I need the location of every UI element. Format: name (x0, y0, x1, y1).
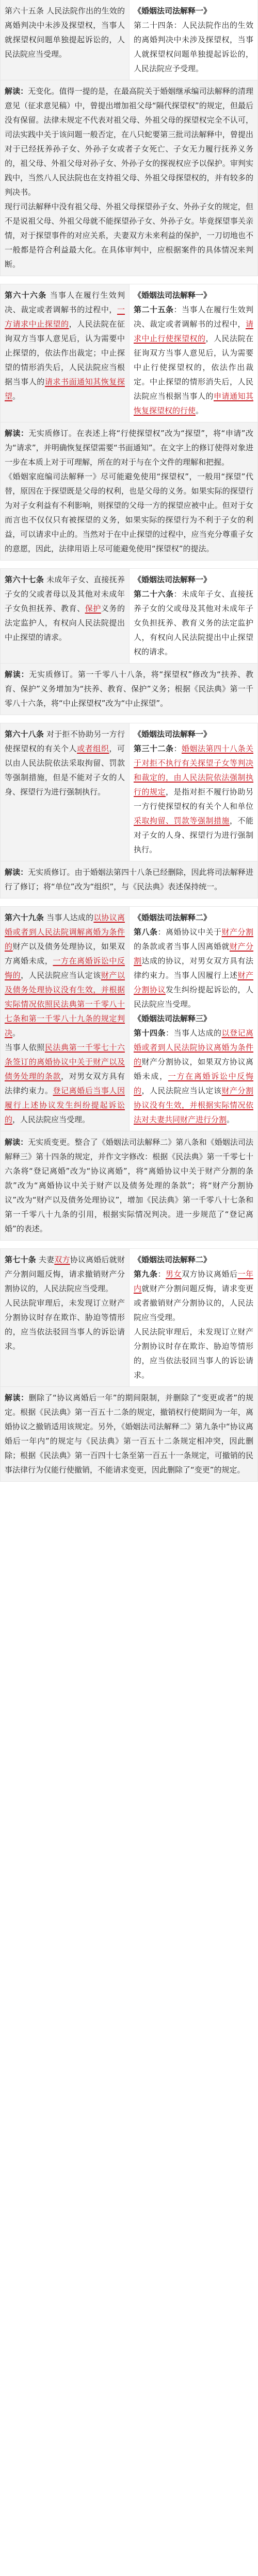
highlighted-change: 请求书面通知其恢复探望 (5, 377, 125, 401)
provision-text: ，人民法院应当认定该 (21, 971, 101, 980)
explanation-para (5, 865, 253, 894)
provision-text: 财产以及债务处理协议，如果双方离婚未成， (5, 942, 125, 965)
provision-text: 人民法院审理后，未发现订立财产分割协议时存在欺诈、胁迫等情形的，应当依法驳回当事人的诉讼请求。 (134, 1327, 253, 1380)
provision-para (5, 1296, 125, 1353)
comparison-row-art70 (0, 1249, 258, 1387)
explanation-text: 删除了“协议离婚后一年”的期间限制，并删除了“变更或者”的规定。根据《民法典》第一百五十二条的规定，撤销权行使期间为一年，离婚协议之撤销适用该规定。另外，《婚姻法司法解释二》第九条中“协议离婚后一年内”的规定与《民法典》第一百五十二条规定相冲突，因此删除；根据《民法典》第一百四十七条至第一百五十一条规定，可撤销的民事法律行为仅能行使撤销，不能请求变更，因此删除了“变更”的规定。 (5, 1393, 253, 1475)
divider (0, 276, 258, 284)
provision-text: 。 (196, 406, 204, 415)
highlighted-change: 以登记离婚或者到人民法院协议离婚为条件的 (134, 1028, 253, 1066)
provision-text: 就财产分割问题反悔，请求变更或者撤销财产分割协议的，人民法院应当受理。 (134, 1284, 253, 1322)
provision-text: 财产分割协议，如果双方协议离婚未成， (134, 1057, 253, 1081)
provision-text: 。 (227, 1115, 235, 1124)
highlighted-change: 以协议离婚或者到人民法院调解离婚为条件的 (5, 913, 125, 951)
explanation-para (5, 1391, 253, 1477)
explanation-label: 解读： (5, 868, 28, 877)
highlighted-change: 民法典第一千零七十六条签订的离婚协议中关于财产以及债务处理的条款 (5, 1043, 125, 1081)
highlighted-change: 财产分割 (221, 927, 253, 937)
new-provision-cell (0, 1248, 130, 1387)
provision-text: ，人民法院应当认定该 (141, 1086, 222, 1095)
highlighted-change: 登记离婚后当事人因履行上述协议发生纠纷提起诉讼的 (5, 1086, 125, 1124)
article-number: 第九条 (134, 1269, 158, 1279)
source-heading: 《婚姻法司法解释一》 (134, 730, 212, 739)
highlighted-change: 财产分割 (134, 942, 253, 965)
explanation-label: 解读： (5, 670, 29, 679)
article-number: 第六十七条 (5, 575, 44, 584)
highlighted-change: 双方 (54, 1255, 70, 1264)
explanation-block (0, 861, 258, 899)
highlighted-change: 财产分割协议没有生效，并根据实际情况依法对夫妻共同财产进行分割 (134, 1086, 253, 1124)
source-heading: 《婚姻法司法解释一》 (134, 6, 212, 15)
highlighted-change: 一方在离婚诉讼中反悔的 (134, 1072, 253, 1095)
old-provision-cell (129, 284, 258, 422)
divider (0, 1241, 258, 1249)
new-provision-cell (0, 0, 130, 80)
provision-text: 第二十四条：人民法院作出的生效的离婚判决中未涉及探望权，当事人就探望权问题单独提起诉讼的，人民法院应予受理。 (134, 21, 253, 73)
highlighted-change: 婚姻法第四十八条关于对拒不执行有关探望子女等判决和裁定的，由人民法院依法强制执行的规定 (134, 744, 253, 796)
highlighted-change: 一年内 (134, 1269, 253, 1293)
provision-text: 对于拒不协助另一方行使探望权的有关个人 (5, 730, 125, 753)
comparison-row-art69 (0, 907, 258, 1131)
new-provision-cell (0, 568, 130, 664)
provision-text: 协议离婚后就财产分割问题反悔，请求撤销财产分割协议的，人民法院应当受理。 (5, 1255, 125, 1293)
explanation-text: 现行司法解释中没有祖父母、外祖父母探望孙子女、外孙子女的规定，但不是说祖父母、外祖父母就不能探望孙子女、外孙子女。毕竟探望事关亲情，对于探望事件的对应关系，夫妻双方未来利益的保护，一刀切地也不一般都是符合利益最大化。在具体审判中，应根据案件的具体情况来判断。 (5, 202, 253, 269)
comparison-row-art68 (0, 723, 258, 861)
provision-text: ：当事人在履行生效判决、裁定或者调解书的过程中， (134, 305, 253, 329)
provision-text: 发生纠纷提起诉讼的，人民法院应当受理。 (134, 985, 253, 1009)
explanation-para (5, 1135, 253, 1236)
provision-text: 。 (12, 392, 21, 401)
explanation-block (0, 1386, 258, 1482)
article-number: 第六十六条 (5, 291, 47, 300)
explanation-para (5, 199, 253, 272)
explanation-para (5, 84, 253, 199)
provision-text: ： (173, 744, 182, 753)
new-provision-cell (0, 284, 130, 422)
provision-text: 双方协议离婚后 (181, 1269, 238, 1279)
provision-text: 达成的协议，对男女双方具有法律约束力。当事人因履行上述 (134, 956, 253, 980)
source-heading: 《婚姻法司法解释二》 (134, 1255, 212, 1264)
provision-text: ，是指对拒不履行协助另一方行使探望权的有关个人和单位 (134, 787, 253, 811)
highlighted-change: 财产分割协议 (134, 971, 253, 994)
explanation-label: 解读： (5, 1138, 28, 1147)
provision-text: ，人民法院在征询双方当事人意见后，认为需要中止探望的，依法作出裁定；中止探望的情形消失后，人民法院应当根据当事人的 (5, 319, 125, 386)
provision-text: 当事人在履行生效判决、裁定或者调解书的过程中， (5, 291, 125, 314)
provision-text: ，可以由人民法院依法采取拘留、罚款等强制措施，但是不能对子女的人身、探望行为进行强制执行。 (5, 744, 125, 796)
old-provision-cell (129, 723, 258, 861)
divider (0, 899, 258, 907)
provision-text: ：离婚协议中关于 (157, 927, 222, 937)
explanation-block (0, 422, 258, 561)
provision-text: 当事人达成的 (44, 913, 94, 922)
source-heading: 《婚姻法司法解释二》 (134, 913, 212, 922)
highlighted-change: 或者组织 (77, 744, 109, 753)
highlighted-change: 采取拘留、罚款等强制措施 (134, 816, 230, 825)
provision-para (134, 925, 253, 1011)
explanation-text: 无实质变更。整合了《婚姻法司法解释二》第八条和《婚姻法司法解释三》第十四条的规定，并作文字修改：根据《民法典》第一千零七十六条将“登记离婚”改为“协议离婚”，将“离婚协议中关于财产分割的条款”改为“离婚协议中关于财产以及债务处理的条款”；将“财产分割协议”改为“财产以及债务处理协议”，增加《民法典》第一千零八十七条和第一千零八十九条的引用，根据实际情况判决。进一步规范了“登记离婚”的表述。 (5, 1138, 253, 1233)
explanation-label: 解读： (5, 87, 28, 96)
article-number: 第十四条 (134, 1028, 166, 1038)
explanation-block (0, 1131, 258, 1241)
article-number: 第六十九条 (5, 913, 44, 922)
article-number: 第二十五条 (134, 305, 174, 314)
explanation-text: 无实质修订。在表述上将“行使探望权”改为“探望”，将“申请”改为“请求”，并明确恢复探望需要“书面通知”。在文字上的修订使得对象进一步在本质上对于可理解，所在的对于与在个文件的理解和把握。 (5, 429, 253, 467)
provision-text: ，人民法院应当受理。 (12, 1115, 90, 1124)
source-heading: 《婚姻法司法解释一》 (134, 291, 212, 300)
provision-text: ，人民法院在征询双方当事人意见后，认为需要中止行使探望权的，依法作出裁定。中止探望的情形消失后，人民法院应当根据当事人的 (134, 334, 253, 401)
provision-para (5, 910, 125, 1040)
highlighted-change: 一方请求中止探望的 (5, 305, 125, 329)
explanation-para (5, 469, 253, 556)
provision-para (5, 1040, 125, 1127)
explanation-text: 无实质修订。由于婚姻法第四十八条已经删除，因此将司法解释进行了修订；将“单位”改为“组织”，与《民法典》表述保持统一。 (5, 868, 253, 891)
provision-text: ，不能对子女的人身、探望行为进行强制执行。 (134, 816, 253, 854)
explanation-label: 解读： (5, 1393, 29, 1402)
provision-text: 第六十五条 人民法院作出的生效的离婚判决中未涉及探望权，当事人就探望权问题单独提起诉讼的，人民法院应当受理。 (5, 6, 125, 59)
comparison-row-art67 (0, 569, 258, 664)
explanation-block (0, 663, 258, 715)
highlighted-change: 财产以及债务处理协议没有生效，并根据实际情况依照民法典第一千零八十七条和第一千零八十九条的规定判决 (5, 971, 125, 1038)
old-provision-cell (129, 1248, 258, 1387)
provision-text: 未成年子女、直接抚养子女的父或者母以及其他对未成年子女负担抚养、教育、 (5, 575, 125, 613)
article-number: 第三十二条 (134, 744, 174, 753)
provision-text: ：未成年子女、直接抚养子女的父或母及其他对未成年子女负担抚养、教育义务的法定监护人，有权向人民法院提出中止探望权的请求。 (134, 589, 253, 656)
provision-para (134, 1267, 253, 1325)
provision-para (5, 1252, 125, 1296)
highlighted-change: 一方在离婚诉讼中反悔的 (5, 956, 125, 980)
highlighted-change: 保护 (85, 604, 101, 613)
old-provision-cell (129, 0, 258, 80)
provision-text: ：当事人达成的 (166, 1028, 222, 1038)
source-heading: 《婚姻法司法解释三》 (134, 1014, 212, 1023)
article-number: 第六十八条 (5, 730, 44, 739)
highlighted-change: 请求中止行使探望权的 (134, 319, 253, 343)
explanation-para (5, 426, 253, 469)
explanation-label: 解读： (5, 429, 29, 438)
new-provision-cell (0, 723, 130, 861)
new-provision-cell (0, 906, 130, 1131)
old-provision-cell (129, 568, 258, 664)
provision-para (134, 1325, 253, 1382)
explanation-block (0, 80, 258, 276)
article-number: 第七十条 (5, 1255, 36, 1264)
provision-para (134, 1026, 253, 1127)
article-number: 第二十六条 (134, 589, 174, 599)
highlighted-change: 申请通知其恢复探望权的行使 (134, 392, 253, 415)
article-number: 第八条 (134, 927, 158, 937)
comparison-row-art65 (0, 0, 258, 80)
explanation-text: 无变化。值得一提的是，在最高院关于婚姻继承编司法解释的清理意见（征求意见稿）中，曾提出增加祖父母“隔代探望权”的规定，但最后没有保留。法律未规定不代表对祖父母、外祖父母的探望权完全不认可，司法实践中关于该问题一般否定，在八只蛇要第三批司法解释中，曾提出对于已经抚养孙子女、外孙子女或者子女死亡、子女无力履行抚养义务的，祖父母、外祖父母对孙子女、外孙子女的探视权应予以保护。审判实践中，当然八人民法院也在支持祖父母、外祖父母探望权的，并有较多的判决书。 (5, 87, 253, 197)
source-heading: 《婚姻法司法解释一》 (134, 575, 212, 584)
old-provision-cell (129, 906, 258, 1131)
provision-text: 当事人依照 (5, 1043, 45, 1052)
comparison-row-art66 (0, 284, 258, 422)
provision-text: 义务的法定监护人，有权向人民法院提出中止探望的请求。 (5, 604, 125, 642)
divider (0, 715, 258, 723)
provision-text: 的条款或者当事人因离婚就 (134, 942, 230, 951)
provision-text: 夫妻 (36, 1255, 55, 1264)
divider (0, 561, 258, 569)
explanation-text: 无实质修订。第一千零八十八条，将“探望权”修改为“扶养、教育、保护”义务增加为“扶养、教育、保护”义务；根据《民法典》第一千零八十六条，将“中止探望权”改为“中止探望”。 (5, 670, 253, 708)
highlighted-change: 男女 (165, 1269, 182, 1279)
provision-text: 人民法院审理后，未发现订立财产分割协议时存在欺诈、胁迫等情形的，应当依法驳回当事人的诉讼请求。 (5, 1298, 125, 1351)
provision-text: ： (157, 1269, 166, 1279)
explanation-text: 《婚姻家庭编司法解释一》尽可能避免使用“探望权”，一般用“探望”代替，原因在于探望既是父母的权利，也是父母的义务。如果实际的探望行为对子女利益有不利影响，则探望的父母一方的探望应被中止。但对于女而言也不仅仅只有被探望的义务，如果实际的探望行为不利于子女的利益，可以请求中止的。当然对于在中止探望的过程中，应当充分尊重子女的意愿，因此，法律用语上尽可能避免使用“探望权”的提法。 (5, 472, 253, 553)
provision-text: ，对男女双方具有法律约束力。 (5, 1072, 125, 1095)
provision-text: 。 (12, 1028, 21, 1038)
explanation-para (5, 667, 253, 710)
